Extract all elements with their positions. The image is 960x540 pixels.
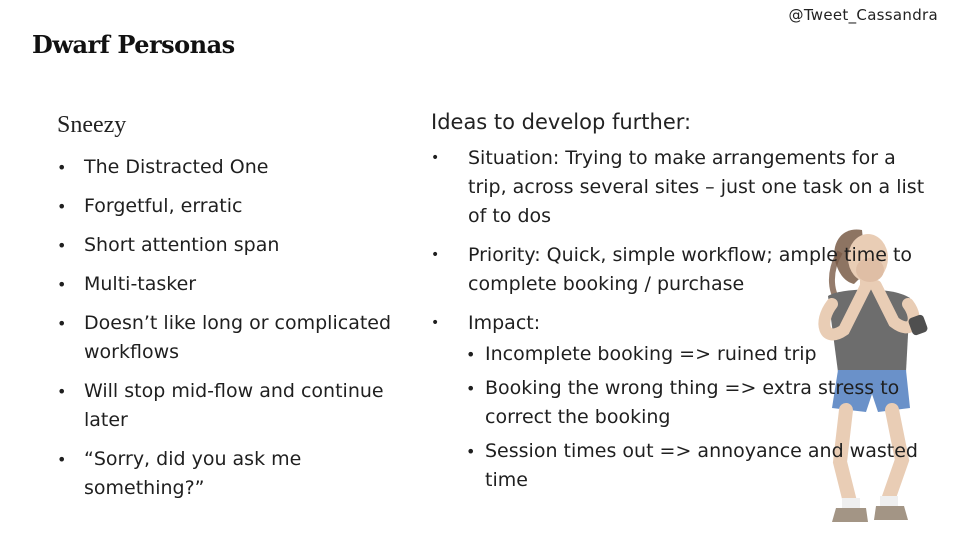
- slide-title: Dwarf Personas: [32, 30, 235, 59]
- persona-name: Sneezy: [57, 112, 127, 138]
- list-item: [466, 374, 931, 432]
- persona-panel: [57, 112, 397, 513]
- bullet-icon: •: [57, 158, 67, 177]
- list-item: [431, 309, 931, 495]
- ideas-list: [431, 144, 931, 495]
- impact-text: Booking the wrong thing => extra stress to correct the booking: [485, 377, 900, 428]
- list-item: [57, 309, 397, 367]
- list-item: [57, 231, 397, 260]
- impact-list: [466, 340, 931, 495]
- list-item: [57, 153, 397, 182]
- trait-text: Forgetful, erratic: [84, 195, 243, 217]
- trait-list: [57, 153, 397, 503]
- trait-text: Will stop mid-flow and continue later: [84, 380, 384, 431]
- bullet-icon: •: [466, 345, 476, 364]
- trait-text: Short attention span: [84, 234, 280, 256]
- bullet-icon: •: [466, 379, 476, 398]
- bullet-icon: •: [57, 275, 67, 294]
- list-item: [466, 340, 931, 369]
- idea-priority: Priority: Quick, simple workflow; ample time to complete booking / purchase: [468, 244, 913, 295]
- bullet-icon: •: [466, 442, 476, 461]
- trait-text: Doesn’t like long or complicated workflows: [84, 312, 392, 363]
- bullet-icon: •: [57, 197, 67, 216]
- list-item: [57, 270, 397, 299]
- ideas-panel: [431, 110, 931, 505]
- bullet-icon: •: [57, 314, 67, 333]
- trait-text: Multi-tasker: [84, 273, 197, 295]
- bullet-icon: •: [57, 236, 67, 255]
- trait-text: “Sorry, did you ask me something?”: [84, 448, 302, 499]
- author-handle: @Tweet_Cassandra: [788, 6, 938, 24]
- bullet-icon: •: [431, 315, 440, 331]
- list-item: [431, 241, 931, 299]
- bullet-icon: •: [57, 382, 67, 401]
- list-item: [57, 445, 397, 503]
- ideas-heading: Ideas to develop further:: [431, 110, 692, 134]
- idea-situation: Situation: Trying to make arrangements for a trip, across several sites – just one task on a list of to dos: [468, 147, 925, 227]
- idea-impact: Impact:: [468, 312, 541, 334]
- bullet-icon: •: [431, 150, 440, 166]
- impact-text: Incomplete booking => ruined trip: [485, 343, 817, 365]
- impact-text: Session times out => annoyance and wasted time: [485, 440, 918, 491]
- bullet-icon: •: [431, 247, 440, 263]
- bullet-icon: •: [57, 450, 67, 469]
- list-item: [431, 144, 931, 231]
- trait-text: The Distracted One: [84, 156, 269, 178]
- list-item: [57, 192, 397, 221]
- list-item: [466, 437, 931, 495]
- list-item: [57, 377, 397, 435]
